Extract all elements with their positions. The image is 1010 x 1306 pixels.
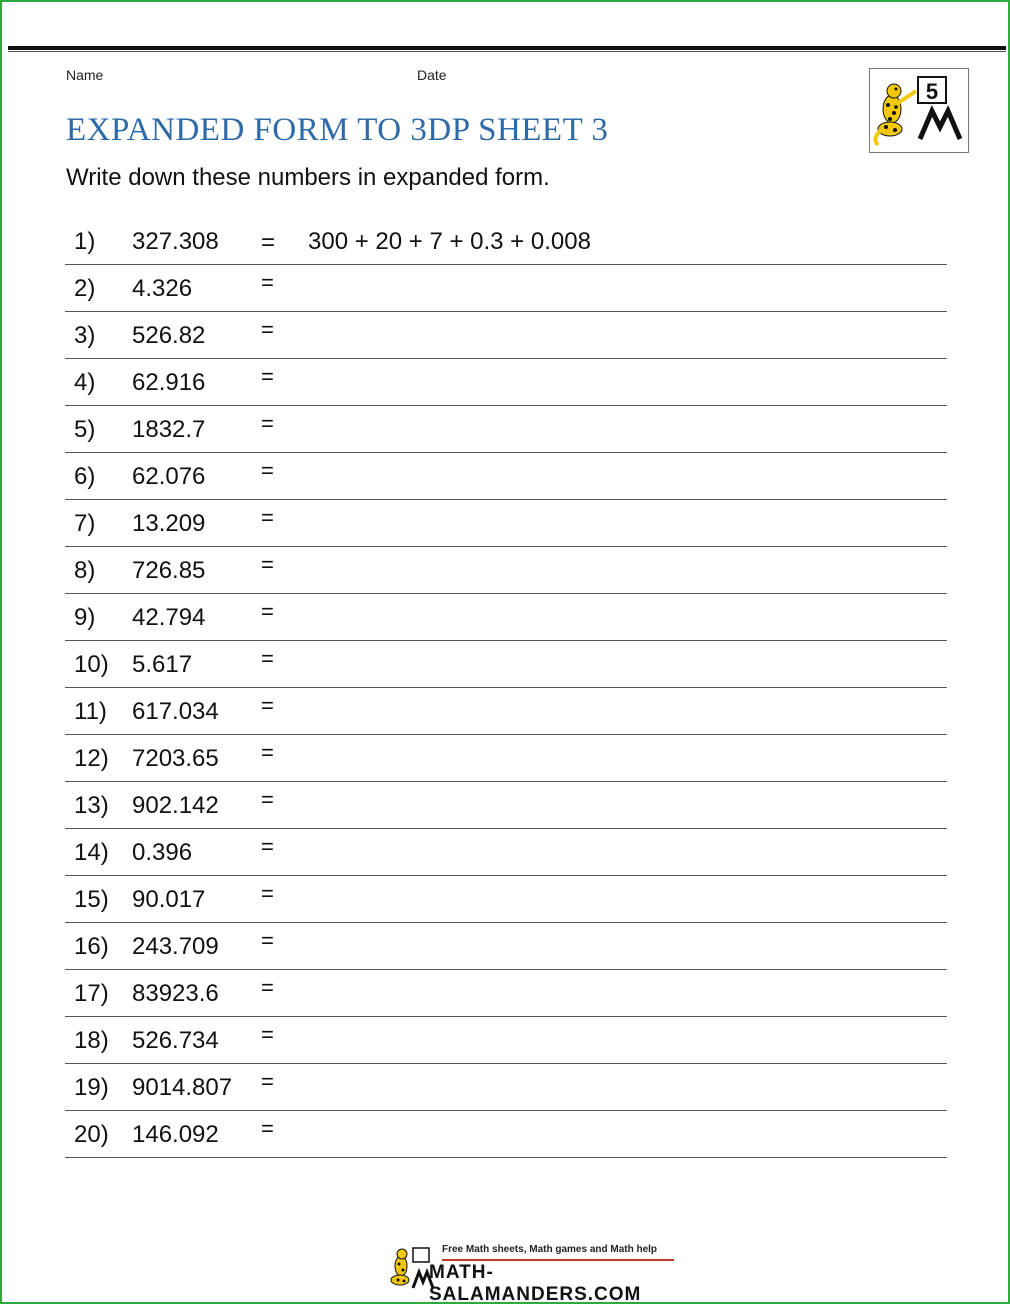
equals-sign: = [261, 787, 274, 812]
problem-row [65, 735, 947, 782]
equals-sign: = [261, 881, 274, 906]
example-answer: 300 + 20 + 7 + 0.3 + 0.008 [308, 228, 591, 255]
salamander-teacher-icon [870, 69, 968, 152]
problem-value: 0.396 [132, 839, 193, 866]
problem-row [65, 453, 947, 500]
problem-row [65, 218, 947, 265]
problem-number: 13) [74, 792, 109, 819]
problem-row [65, 829, 947, 876]
problem-value: 327.308 [132, 228, 219, 255]
grade-number: 5 [925, 79, 939, 104]
problem-number: 11) [74, 698, 107, 725]
problem-value: 5.617 [132, 651, 193, 678]
equals-sign: = [261, 740, 274, 765]
problem-row [65, 641, 947, 688]
problem-value: 526.734 [132, 1027, 219, 1054]
problem-value: 13.209 [132, 510, 206, 537]
problem-row [65, 547, 947, 594]
problem-row [65, 594, 947, 641]
footer-tagline: Free Math sheets, Math games and Math help [442, 1244, 658, 1255]
equals-sign: = [261, 458, 274, 483]
problem-number: 14) [74, 839, 109, 866]
problem-value: 526.82 [132, 322, 206, 349]
problem-number: 5) [74, 416, 96, 443]
problem-row [65, 265, 947, 312]
problem-row [65, 406, 947, 453]
equals-sign: = [261, 1022, 274, 1047]
problem-value: 9014.807 [132, 1074, 233, 1101]
problem-row [65, 1017, 947, 1064]
problem-value: 146.092 [132, 1121, 219, 1148]
problem-value: 90.017 [132, 886, 206, 913]
problem-list [65, 218, 947, 1158]
problem-row [65, 1111, 947, 1158]
grade-logo [869, 68, 969, 153]
footer-underline [442, 1259, 674, 1261]
name-label: Name [66, 67, 104, 83]
problem-number: 3) [74, 322, 96, 349]
top-rule [8, 46, 1006, 50]
problem-row [65, 970, 947, 1017]
salamander-icon [387, 1242, 435, 1290]
equals-sign: = [261, 229, 276, 256]
instructions: Write down these numbers in expanded form. [66, 164, 550, 191]
equals-sign: = [261, 1116, 274, 1141]
problem-value: 902.142 [132, 792, 219, 819]
problem-number: 19) [74, 1074, 109, 1101]
problem-number: 8) [74, 557, 96, 584]
problem-row [65, 312, 947, 359]
problem-value: 42.794 [132, 604, 206, 631]
problem-number: 16) [74, 933, 109, 960]
problem-number: 17) [74, 980, 109, 1007]
problem-value: 726.85 [132, 557, 206, 584]
page-title: EXPANDED FORM TO 3DP SHEET 3 [66, 112, 609, 148]
date-label: Date [417, 67, 447, 83]
problem-value: 7203.65 [132, 745, 219, 772]
problem-row [65, 876, 947, 923]
equals-sign: = [261, 317, 274, 342]
problem-number: 9) [74, 604, 96, 631]
problem-row [65, 500, 947, 547]
problem-row [65, 782, 947, 829]
equals-sign: = [261, 505, 274, 530]
equals-sign: = [261, 552, 274, 577]
equals-sign: = [261, 599, 274, 624]
problem-value: 62.916 [132, 369, 206, 396]
problem-number: 1) [74, 228, 96, 255]
equals-sign: = [261, 834, 274, 859]
problem-value: 1832.7 [132, 416, 206, 443]
problem-number: 20) [74, 1121, 109, 1148]
problem-number: 6) [74, 463, 96, 490]
equals-sign: = [261, 928, 274, 953]
problem-number: 7) [74, 510, 96, 537]
problem-number: 4) [74, 369, 96, 396]
problem-value: 83923.6 [132, 980, 219, 1007]
problem-number: 10) [74, 651, 109, 678]
equals-sign: = [261, 693, 274, 718]
equals-sign: = [261, 1069, 274, 1094]
footer-logo [387, 1242, 687, 1305]
equals-sign: = [261, 411, 274, 436]
problem-row [65, 923, 947, 970]
problem-row [65, 1064, 947, 1111]
footer-site-name: MATH-SALAMANDERS.COM [429, 1262, 642, 1305]
problem-value: 243.709 [132, 933, 219, 960]
equals-sign: = [261, 364, 274, 389]
problem-row [65, 688, 947, 735]
problem-value: 617.034 [132, 698, 219, 725]
problem-number: 15) [74, 886, 109, 913]
equals-sign: = [261, 975, 274, 1000]
equals-sign: = [261, 270, 274, 295]
problem-value: 4.326 [132, 275, 193, 302]
problem-row [65, 359, 947, 406]
equals-sign: = [261, 646, 274, 671]
problem-number: 18) [74, 1027, 109, 1054]
problem-number: 2) [74, 275, 96, 302]
top-rule-thin [8, 51, 1006, 52]
problem-value: 62.076 [132, 463, 206, 490]
problem-number: 12) [74, 745, 109, 772]
